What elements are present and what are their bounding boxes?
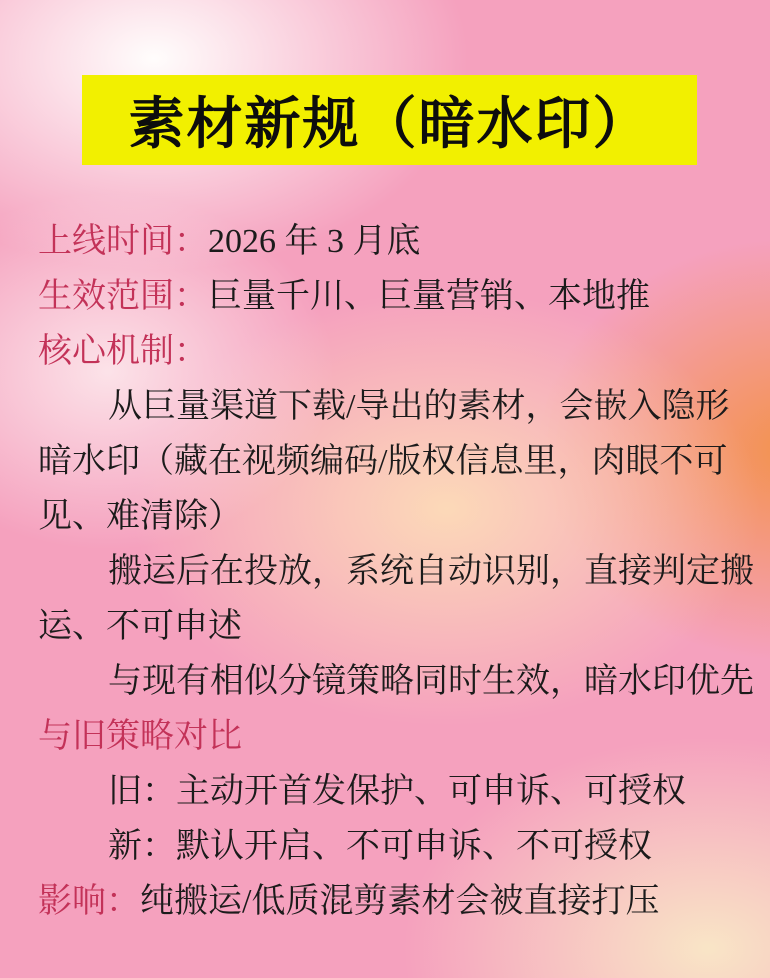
- body-line: [0, 764, 770, 819]
- body-line: [0, 324, 770, 379]
- line-label: 上线时间：: [38, 223, 208, 260]
- page-title: 素材新规（暗水印）: [128, 94, 651, 156]
- body-text-block: [0, 214, 770, 929]
- body-line: [0, 544, 770, 599]
- line-text: 2026 年 3 月底: [208, 223, 421, 260]
- body-line: [0, 599, 770, 654]
- line-text: 新：默认开启、不可申诉、不可授权: [108, 828, 652, 865]
- line-text: 纯搬运/低质混剪素材会被直接打压: [140, 883, 660, 920]
- line-text: 暗水印（藏在视频编码/版权信息里，肉眼不可: [38, 443, 728, 480]
- title-highlight-box: [82, 75, 697, 165]
- line-text: 旧：主动开首发保护、可申诉、可授权: [108, 773, 686, 810]
- body-line: [0, 709, 770, 764]
- body-line: [0, 819, 770, 874]
- body-line: [0, 269, 770, 324]
- line-text: 与现有相似分镜策略同时生效，暗水印优先: [108, 663, 754, 700]
- body-line: [0, 434, 770, 489]
- line-text: 从巨量渠道下载/导出的素材，会嵌入隐形: [108, 388, 730, 425]
- body-line: [0, 379, 770, 434]
- body-line: [0, 214, 770, 269]
- body-line: [0, 654, 770, 709]
- line-text: 见、难清除）: [38, 498, 242, 535]
- line-label: 影响：: [38, 883, 140, 920]
- line-text: 运、不可申述: [38, 608, 242, 645]
- body-line: [0, 489, 770, 544]
- line-label: 生效范围：: [38, 278, 208, 315]
- line-label: 与旧策略对比: [38, 718, 242, 755]
- body-line: [0, 874, 770, 929]
- title-row: [82, 75, 697, 165]
- line-label: 核心机制：: [38, 333, 208, 370]
- line-text: 巨量千川、巨量营销、本地推: [208, 278, 650, 315]
- line-text: 搬运后在投放，系统自动识别，直接判定搬: [108, 553, 754, 590]
